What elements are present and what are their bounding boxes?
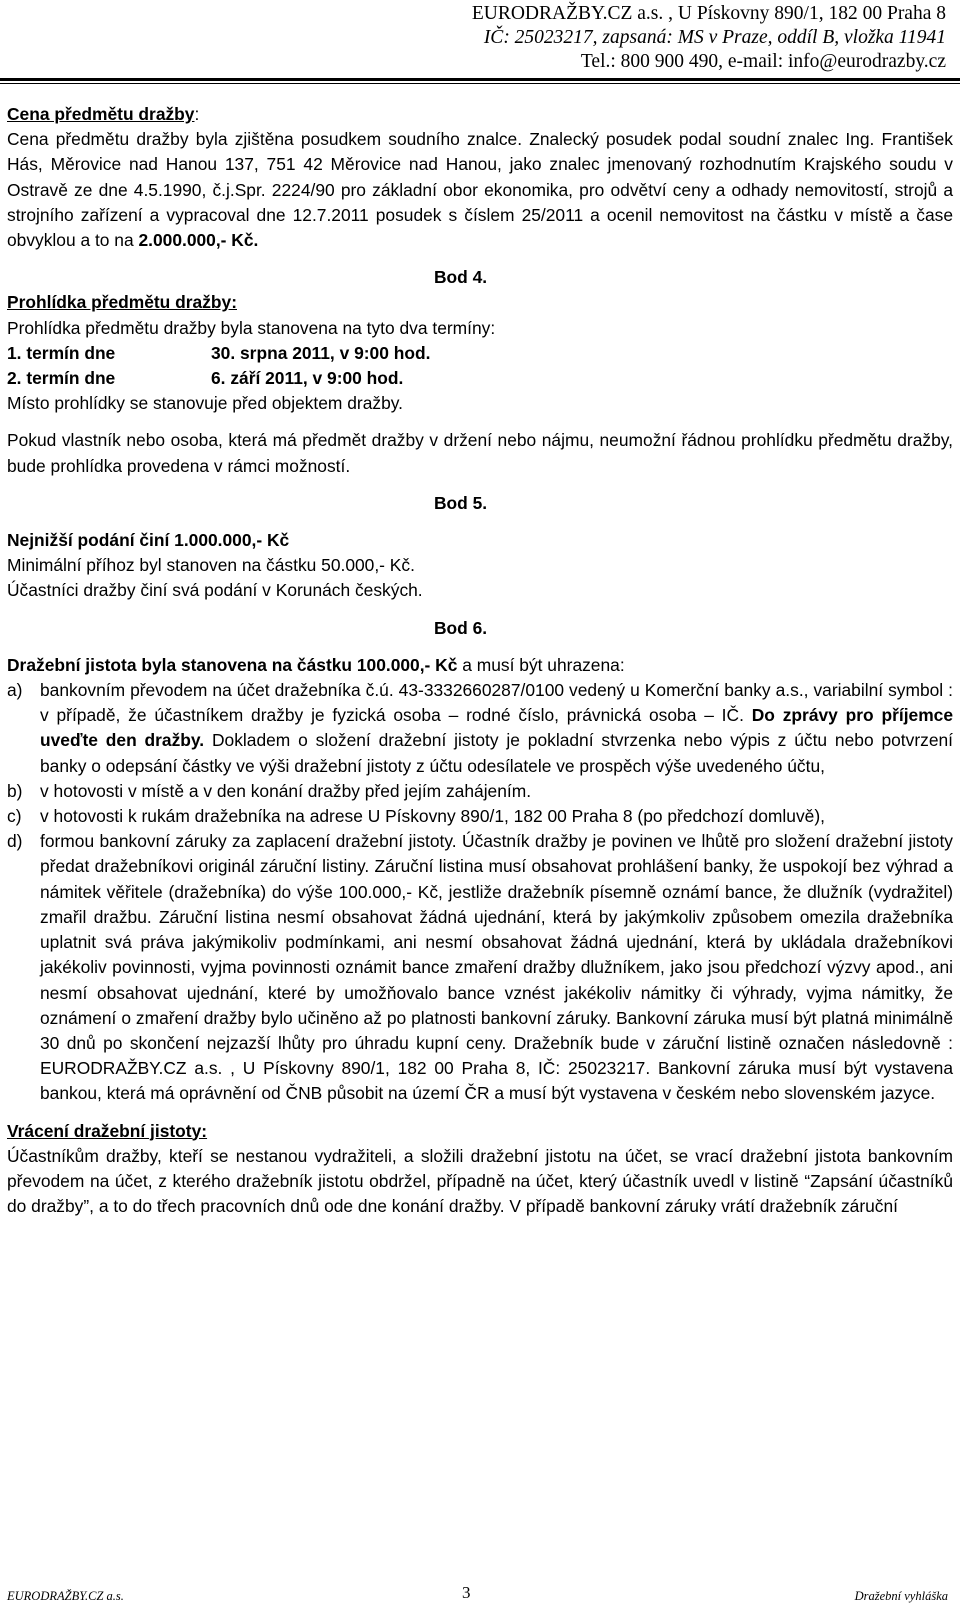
deposit-option-b <box>7 779 953 804</box>
cena-heading-line <box>7 102 953 127</box>
bod6-title: Bod 6. <box>434 617 488 638</box>
footer-doc-title: Dražební vyhláška <box>854 1589 948 1603</box>
letterhead-contact-line: Tel.: 800 900 490, e-mail: info@eurodrazby.cz <box>580 51 946 72</box>
term-2-value: 6. září 2011, v 9:00 hod. <box>211 368 404 389</box>
option-d-text: formou bankovní záruky za zaplacení dražební jistoty. Účastník dražby je povinen ve lhůtě pro složení dražební jistoty předat dražebníkovi originál záruční listiny. Záruční listina musí obsahovat prohlášení banky, že uspokojí bez výhrad a námitek věřitele (dražebníka) do výše 100.000,- Kč, jestliže dražebník písemně oznámí bance, že dlužník (vydražitel) zmařil dražbu. Záruční listina nesmí obsahovat žádná ujednání, která by jakýmkoliv způsobem omezila dražebníka uplatnit svá práva jakýmikoliv podmínkami, ani nesmí obsahovat žádná ujednání, která by ukládala dražebníkovi jakékoliv povinnosti, vyjma povinnosti oznámit bance zmaření dražby dlužníkem, jako jsou předchozí výzvy apod., ani nesmí obsahovat ujednání, které by umožňovalo bance vznést jakékoliv námitky či výhrady, vyjma námitky, že oznámení o zmaření dražby bylo učiněno až po platnosti bankovní záruky. Bankovní záruka musí být platná minimálně 30 dnů po skončení nejzazší lhůty pro úhradu kupní ceny. Dražebník bude v záruční listině označen následovně : EURODRAŽBY.CZ a.s. , U Pískovny 890/1, 182 00 Praha 8, IČ: 25023217. Bankovní záruka musí být vystavena bankou, která má oprávnění od ČNB působit na území ČR a musí být vystavena v českém nebo slovenském jazyce. <box>40 831 953 1104</box>
prohlidka-intro: Prohlídka předmětu dražby byla stanovena na tyto dva termíny: <box>7 317 496 338</box>
header-divider <box>0 78 960 84</box>
cena-text: Cena předmětu dražby byla zjištěna posudkem soudního znalce. Znalecký posudek podal soudní znalec Ing. František Hás, Měrovice nad Hanou 137, 751 42 Měrovice nad Hanou, jako znalec jmenovaný rozhodnutím Krajského soudu v Ostravě ze dne 4.5.1990, č.j.Spr. 2224/90 pro základní obor ekonomika, pro odvětví ceny a odhady nemovitostí, strojů a strojního zařízení a vypracoval dne 12.7.2011 posudek s číslem 25/2011 a ocenil nemovitost na částku v místě a čase obvyklou a to na <box>7 129 953 251</box>
option-c-text: v hotovosti k rukám dražebníka na adrese U Pískovny 890/1, 182 00 Praha 8 (po předchozí domluvě), <box>40 806 825 827</box>
deposit-line <box>7 653 953 678</box>
bod4-title: Bod 4. <box>434 267 488 288</box>
currency-note: Účastníci dražby činí svá podání v Korunách českých. <box>7 580 423 601</box>
cena-amount: 2.000.000,- Kč. <box>138 230 259 251</box>
cena-heading-colon: : <box>194 104 200 124</box>
deposit-amount: Dražební jistota byla stanovena na částku 100.000,- Kč <box>7 654 458 675</box>
page-footer <box>0 1585 960 1609</box>
min-increment: Minimální příhoz byl stanoven na částku 50.000,- Kč. <box>7 555 415 576</box>
prohlidka-note: Pokud vlastník nebo osoba, která má předmět dražby v držení nebo nájmu, neumožní řádnou prohlídku předmětu dražby, bude prohlídka provedena v rámci možností. <box>7 430 953 476</box>
option-a-label: a) <box>7 680 23 701</box>
prohlidka-place: Místo prohlídky se stanovuje před objektem dražby. <box>7 393 403 414</box>
footer-company: EURODRAŽBY.CZ a.s. <box>7 1589 124 1603</box>
deposit-option-c <box>7 804 953 829</box>
deposit-option-d <box>7 829 953 1106</box>
option-a-part2: Dokladem o složení dražební jistoty je pokladní stvrzenka nebo výpis z účtu nebo potvrzení banky o odepsání částky ve výši dražební jistoty z účtu odesílatele ve prospěch výše uvedeného účtu, <box>40 730 953 776</box>
term-1-label: 1. termín dne <box>7 342 116 363</box>
option-d-label: d) <box>7 831 23 852</box>
option-b-label: b) <box>7 780 23 801</box>
letterhead-registration-line: IČ: 25023217, zapsaná: MS v Praze, oddíl B, vložka 11941 <box>483 27 946 48</box>
term-1-value: 30. srpna 2011, v 9:00 hod. <box>211 342 431 363</box>
bod5-title: Bod 5. <box>434 492 488 513</box>
document-body <box>7 102 953 1219</box>
page-number: 3 <box>462 1583 471 1602</box>
option-a-text <box>40 678 953 779</box>
term-row-1 <box>7 341 953 366</box>
option-a-part1: bankovním převodem na účet dražebníka č.ú. 43-3332660287/0100 vedený u Komerční banky a.s., variabilní symbol : v případě, že účastníkem dražby je fyzická osoba – rodné číslo, právnická osoba – IČ. <box>40 680 953 726</box>
deposit-option-a <box>7 678 953 779</box>
vraceni-heading: Vrácení dražební jistoty: <box>7 1120 208 1141</box>
option-c-label: c) <box>7 806 22 827</box>
lowest-bid: Nejnižší podání činí 1.000.000,- Kč <box>7 530 290 551</box>
term-2-label: 2. termín dne <box>7 368 116 389</box>
option-a-bold: Do zprávy pro příjemce uveďte den dražby. <box>40 705 954 751</box>
letterhead-company-line: EURODRAŽBY.CZ a.s. , U Pískovny 890/1, 182 00 Praha 8 <box>471 3 946 24</box>
term-row-2 <box>7 366 953 391</box>
cena-paragraph <box>7 127 953 253</box>
prohlidka-heading: Prohlídka předmětu dražby: <box>7 292 237 313</box>
deposit-rest: a musí být uhrazena: <box>457 654 625 675</box>
cena-heading: Cena předmětu dražby <box>7 104 195 124</box>
vraceni-text: Účastníkům dražby, kteří se nestanou vydražiteli, a složili dražební jistotu na účet, se vrací dražební jistota bankovním převodem na účet, z kterého dražebník jistotu obdržel, případně na účet, který účastník uvedl v listině “Zapsání účastníků do dražby”, a to do třech pracovních dnů ode dne konání dražby. V případě bankovní záruky vrátí dražebník záruční <box>7 1145 953 1217</box>
letterhead <box>472 2 946 74</box>
option-b-text: v hotovosti v místě a v den konání dražby před jejím zahájením. <box>40 780 532 801</box>
